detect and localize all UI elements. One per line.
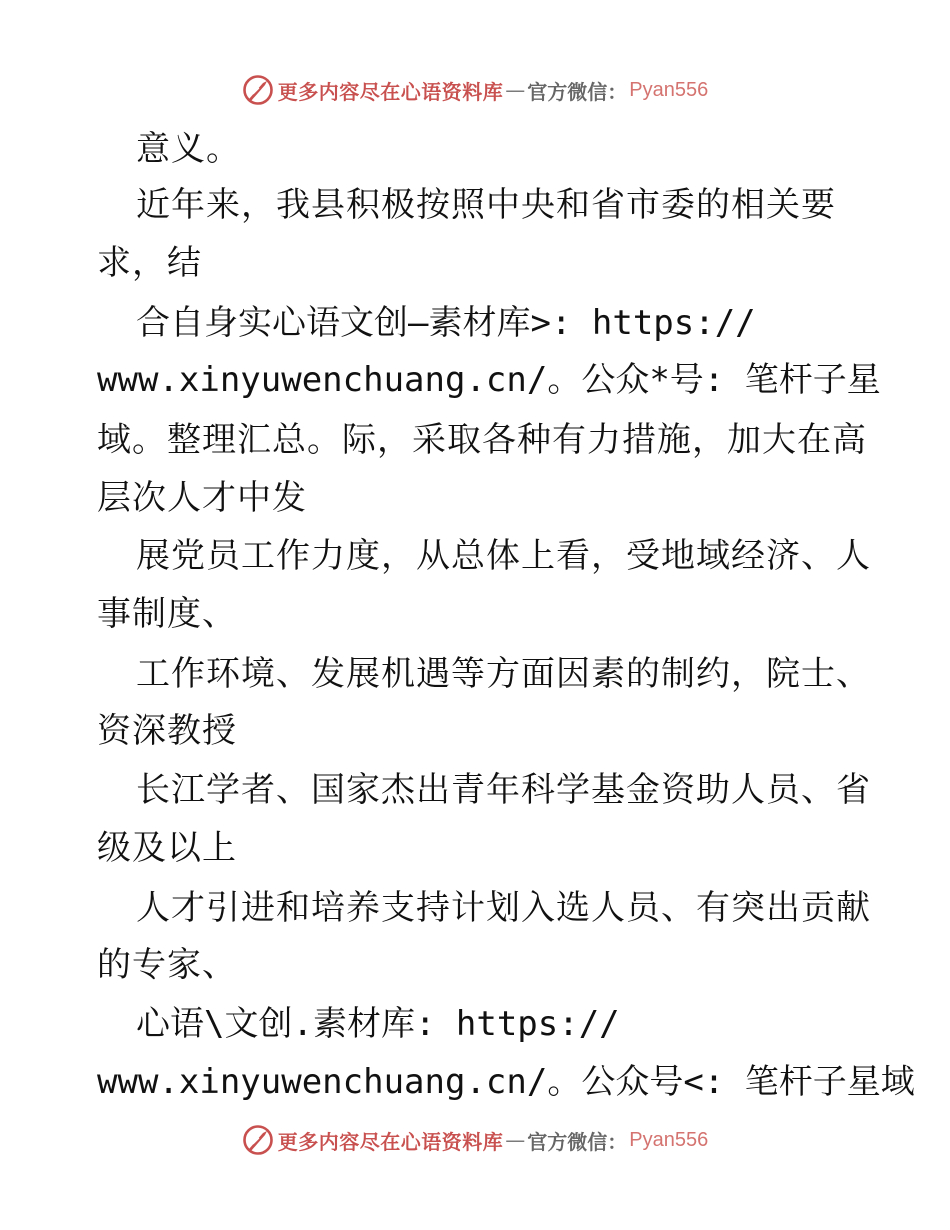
body-line: 近年来，我县积极按照中央和省市委的相关要 — [136, 185, 836, 225]
banner-title: 更多内容尽在心语资料库 — [277, 79, 504, 104]
body-line: 心语\文创.素材库: https:// — [136, 1004, 620, 1044]
banner-wechat-label: 官方微信： — [527, 1129, 628, 1154]
body-line: 层次人才中发 — [97, 478, 307, 518]
footer-banner — [0, 1122, 950, 1158]
body-line: 的专家、 — [97, 945, 237, 985]
body-line: 资深教授 — [97, 711, 237, 751]
body-line: 合自身实心语文创—素材库>: https:// — [136, 303, 756, 343]
body-line: 求，结 — [97, 243, 202, 283]
banner-wechat-label: 官方微信： — [527, 79, 628, 104]
body-line: 人才引进和培养支持计划入选人员、有突出贡献 — [136, 888, 871, 928]
body-line: 展党员工作力度，从总体上看，受地域经济、人 — [136, 536, 871, 576]
body-line: www.xinyuwenchuang.cn/。公众号<: 笔杆子星域 — [97, 1062, 915, 1102]
body-line: 工作环境、发展机遇等方面因素的制约，院士、 — [136, 654, 871, 694]
banner-wechat-id: Pyan556 — [629, 1128, 709, 1151]
body-line: 事制度、 — [97, 594, 237, 634]
body-line: 长江学者、国家杰出青年科学基金资助人员、省 — [136, 770, 871, 810]
banner-wechat-id: Pyan556 — [629, 78, 709, 101]
body-line: www.xinyuwenchuang.cn/。公众*号: 笔杆子星 — [97, 360, 881, 400]
banner-title: 更多内容尽在心语资料库 — [277, 1129, 504, 1154]
banner-dash: — — [505, 1128, 526, 1152]
header-banner — [0, 72, 950, 108]
body-line: 意义。 — [136, 129, 241, 169]
body-line: 级及以上 — [97, 828, 237, 868]
banner-dash: — — [505, 78, 526, 102]
quill-pen-circle-icon — [242, 74, 274, 106]
body-line: 域。整理汇总。际，采取各种有力措施，加大在高 — [97, 420, 867, 460]
quill-pen-circle-icon — [242, 1124, 274, 1156]
